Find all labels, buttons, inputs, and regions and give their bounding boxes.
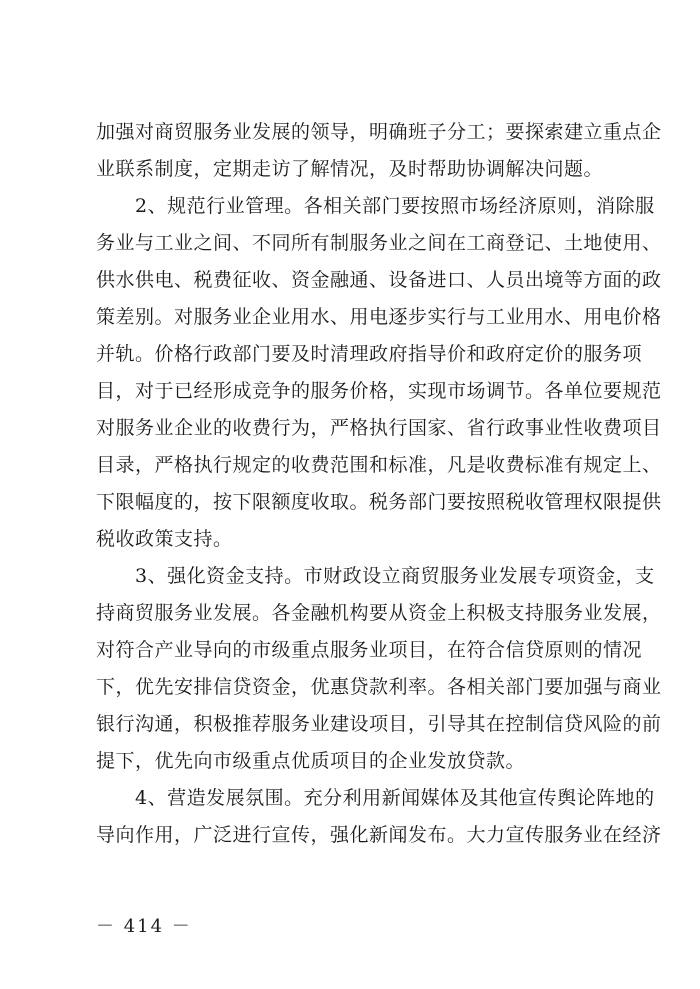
body-text: [96, 114, 662, 854]
text-line: 策差别。对服务业企业用水、用电逐步实行与工业用水、用电价格: [96, 306, 662, 328]
text-line: 4、营造发展氛围。充分利用新闻媒体及其他宣传舆论阵地的: [96, 787, 655, 809]
text-line: 业联系制度，定期走访了解情况，及时帮助协调解决问题。: [96, 158, 604, 180]
text-line: 并轨。价格行政部门要及时清理政府指导价和政府定价的服务项: [96, 343, 643, 365]
text-line: 对符合产业导向的市级重点服务业项目，在符合信贷原则的情况: [96, 639, 643, 661]
text-line: 目录，严格执行规定的收费范围和标准，凡是收费标准有规定上、: [96, 454, 662, 476]
page-number: － 414 －: [96, 916, 192, 937]
text-line: 供水供电、税费征收、资金融通、设备进口、人员出境等方面的政: [96, 269, 662, 291]
text-line: 2、规范行业管理。各相关部门要按照市场经济原则，消除服: [96, 195, 655, 217]
text-line: 下限幅度的，按下限额度收取。税务部门要按照税收管理权限提供: [96, 491, 662, 513]
text-line: 持商贸服务业发展。各金融机构要从资金上积极支持服务业发展，: [96, 602, 662, 624]
paragraph-leadership: [96, 114, 662, 188]
paragraph-industry-management: [96, 188, 662, 558]
text-line: 税收政策支持。: [96, 528, 233, 550]
text-line: 加强对商贸服务业发展的领导，明确班子分工；要探索建立重点企: [96, 121, 662, 143]
text-line: 银行沟通，积极推荐服务业建设项目，引导其在控制信贷风险的前: [96, 713, 662, 735]
text-line: 务业与工业之间、不同所有制服务业之间在工商登记、土地使用、: [96, 232, 662, 254]
text-line: 提下，优先向市级重点优质项目的企业发放贷款。: [96, 750, 526, 772]
paragraph-atmosphere: [96, 780, 662, 854]
text-line: 3、强化资金支持。市财政设立商贸服务业发展专项资金，支: [96, 565, 655, 587]
paragraph-financial-support: [96, 558, 662, 780]
text-line: 目，对于已经形成竞争的服务价格，实现市场调节。各单位要规范: [96, 380, 662, 402]
text-line: 下，优先安排信贷资金，优惠贷款利率。各相关部门要加强与商业: [96, 676, 662, 698]
text-line: 对服务业企业的收费行为，严格执行国家、省行政事业性收费项目: [96, 417, 662, 439]
text-line: 导向作用，广泛进行宣传，强化新闻发布。大力宣传服务业在经济: [96, 824, 662, 846]
